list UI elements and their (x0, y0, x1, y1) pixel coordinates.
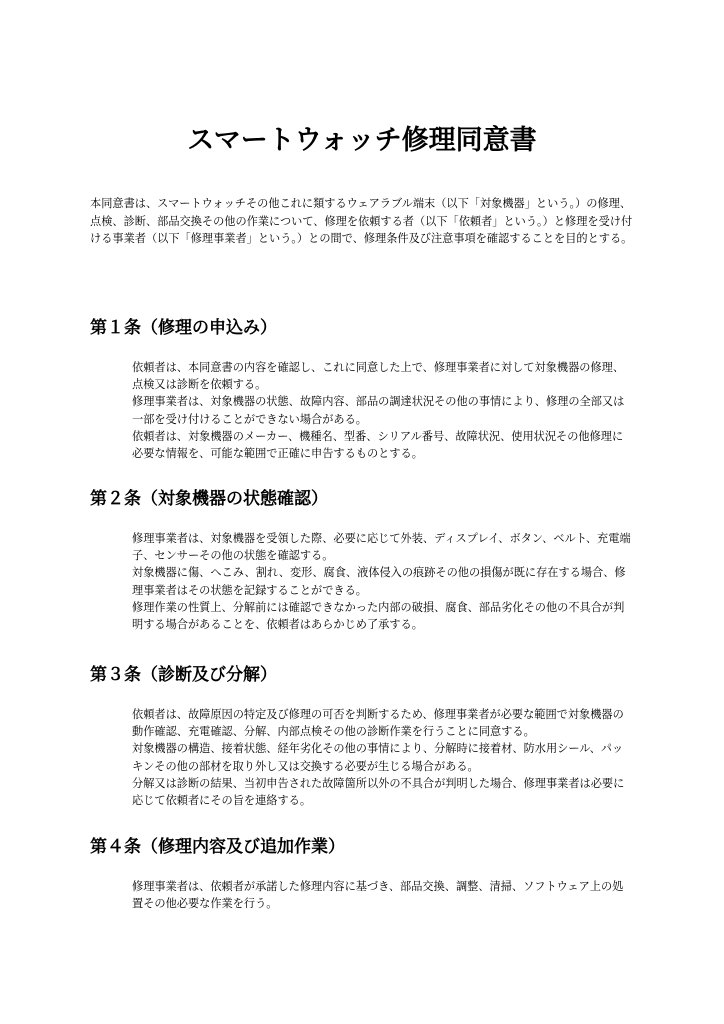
intro-paragraph: 本同意書は、スマートウォッチその他これに類するウェアラブル端末（以下「対象機器」という。）の修理、点検、診断、部品交換その他の作業について、修理を依頼する者（以下「依頼者」という。）と修理を受け付ける事業者（以下「修理事業者」という。）との間で、修理条件及び注意事項を確認することを目的とする。 (90, 197, 633, 246)
article-paragraph: 修理事業者は、対象機器を受領した際、必要に応じて外装、ディスプレイ、ボタン、ベルト、充電端子、センサーその他の状態を確認する。 (132, 532, 631, 563)
article-paragraph: 依頼者は、対象機器のメーカー、機種名、型番、シリアル番号、故障状況、使用状況その他修理に必要な情報を、可能な範囲で正確に申告するものとする。 (132, 429, 624, 461)
article-heading: 第４条（修理内容及び追加作業） (90, 837, 345, 857)
article-heading: 第３条（診断及び分解） (90, 665, 277, 685)
article-body (132, 706, 632, 809)
article-paragraph: 修理事業者は、対象機器の状態、故障内容、部品の調達状況その他の事情により、修理の全部又は一部を受け付けることができない場合がある。 (132, 395, 625, 426)
article-1 (90, 316, 650, 462)
document-title: スマートウォッチ修理同意書 (187, 125, 537, 156)
article-paragraph: 対象機器に傷、へこみ、割れ、変形、腐食、液体侵入の痕跡その他の損傷が既に存在する場合、修理事業者はその状態を記録することができる。 (132, 566, 626, 597)
article-paragraph: 依頼者は、本同意書の内容を確認し、これに同意した上で、修理事業者に対して対象機器の修理、点検又は診断を依頼する。 (132, 361, 625, 392)
article-paragraph: 依頼者は、故障原因の特定及び修理の可否を判断するため、修理事業者が必要な範囲で対象機器の動作確認、充電確認、分解、内部点検その他の診断作業を行うことに同意する。 (132, 708, 624, 739)
article-body (132, 530, 632, 633)
article-heading: 第２条（対象機器の状態確認） (90, 489, 328, 509)
article-paragraph: 修理作業の性質上、分解前には確認できなかった内部の破損、腐食、部品劣化その他の不具合が判明する場合があることを、依頼者はあらかじめ了承する。 (132, 600, 625, 632)
article-paragraph: 分解又は診断の結果、当初申告された故障箇所以外の不具合が判明した場合、修理事業者は必要に応じて依頼者にその旨を連絡する。 (132, 776, 625, 808)
article-body (132, 359, 632, 462)
article-4 (90, 835, 650, 912)
article-heading: 第１条（修理の申込み） (90, 318, 277, 338)
article-paragraph: 対象機器の構造、接着状態、経年劣化その他の事情により、分解時に接着材、防水用シール、パッキンその他の部材を取り外し又は交換する必要が生じる場合がある。 (132, 742, 624, 773)
article-paragraph: 修理事業者は、依頼者が承諾した修理内容に基づき、部品交換、調整、清掃、ソフトウェア上の処置その他必要な作業を行う。 (132, 880, 624, 911)
article-2 (90, 487, 650, 633)
article-body (132, 878, 632, 912)
article-3 (90, 663, 650, 809)
